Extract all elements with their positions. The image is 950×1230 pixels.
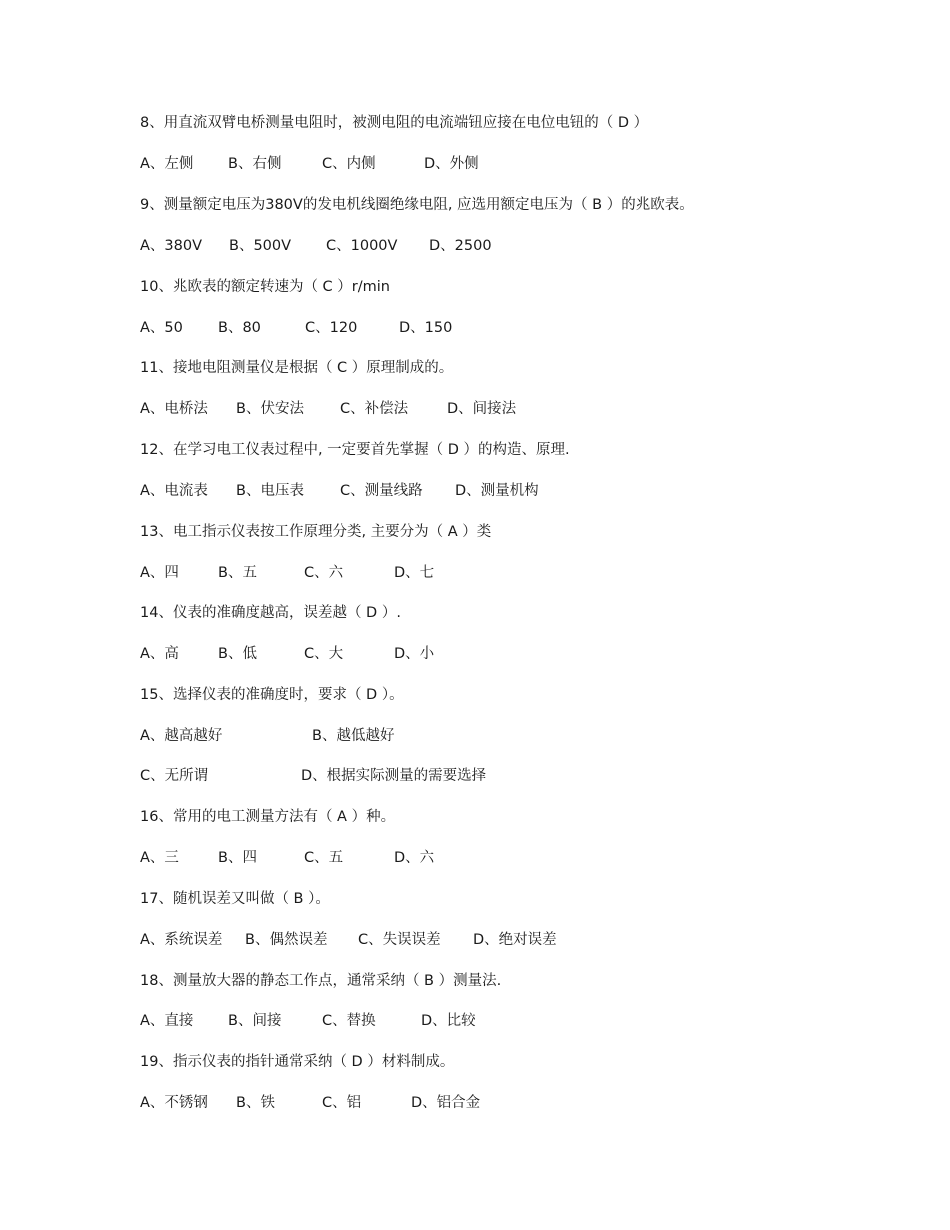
option-c: C、六 <box>304 565 344 581</box>
option-a: A、380V <box>140 238 203 254</box>
option-d: D、比较 <box>421 1013 476 1029</box>
question-17-stem: 17、随机误差又叫做（ B ）。 <box>140 891 330 907</box>
question-11-stem: 11、接地电阻测量仪是根据（ C ）原理制成的。 <box>140 360 454 376</box>
option-c: C、铝 <box>322 1095 362 1111</box>
option-b: B、五 <box>218 565 257 581</box>
option-a: A、电桥法 <box>140 401 208 417</box>
option-c: C、大 <box>304 646 344 662</box>
option-b: B、铁 <box>236 1095 275 1111</box>
question-8-stem: 8、用直流双臂电桥测量电阻时，被测电阻的电流端钮应接在电位电钮的（ D ） <box>140 115 649 131</box>
option-a: A、直接 <box>140 1013 194 1029</box>
option-b: B、四 <box>218 850 257 866</box>
question-14-stem: 14、仪表的准确度越高，误差越（ D ）. <box>140 605 401 621</box>
option-b: B、500V <box>229 238 292 254</box>
option-d: D、根据实际测量的需要选择 <box>301 768 487 784</box>
option-d: D、小 <box>394 646 435 662</box>
option-d: D、外侧 <box>424 156 479 172</box>
question-12-stem: 12、在学习电工仪表过程中, 一定要首先掌握（ D ）的构造、原理. <box>140 442 570 458</box>
question-15-stem: 15、选择仪表的准确度时，要求（ D ）。 <box>140 687 404 703</box>
question-18-stem: 18、测量放大器的静态工作点，通常采纳（ B ）测量法. <box>140 973 502 989</box>
option-a: A、四 <box>140 565 179 581</box>
option-d: D、七 <box>394 565 435 581</box>
option-d: D、六 <box>394 850 435 866</box>
option-b: B、伏安法 <box>236 401 304 417</box>
option-b: B、低 <box>218 646 257 662</box>
option-a: A、高 <box>140 646 179 662</box>
option-b: B、越低越好 <box>312 728 395 744</box>
option-d: D、间接法 <box>447 401 517 417</box>
option-d: D、铝合金 <box>411 1095 481 1111</box>
question-13-stem: 13、电工指示仪表按工作原理分类, 主要分为（ A ）类 <box>140 524 492 540</box>
option-c: C、1000V <box>326 238 398 254</box>
option-b: B、间接 <box>228 1013 282 1029</box>
option-b: B、80 <box>218 320 261 336</box>
option-a: A、系统误差 <box>140 932 223 948</box>
option-c: C、120 <box>305 320 358 336</box>
option-c: C、补偿法 <box>340 401 409 417</box>
option-a: A、50 <box>140 320 183 336</box>
question-19-stem: 19、指示仪表的指针通常采纳（ D ）材料制成。 <box>140 1054 455 1070</box>
option-b: B、电压表 <box>236 483 304 499</box>
option-a: A、三 <box>140 850 179 866</box>
option-c: C、无所谓 <box>140 768 209 784</box>
option-c: C、失误误差 <box>358 932 441 948</box>
option-d: D、2500 <box>429 238 492 254</box>
question-16-stem: 16、常用的电工测量方法有（ A ）种。 <box>140 809 396 825</box>
option-c: C、内侧 <box>322 156 376 172</box>
option-d: D、绝对误差 <box>473 932 557 948</box>
question-10-stem: 10、兆欧表的额定转速为（ C ）r/min <box>140 279 390 295</box>
question-9-stem: 9、测量额定电压为380V的发电机线圈绝缘电阻, 应选用额定电压为（ B ）的兆欧表。 <box>140 197 694 213</box>
option-c: C、替换 <box>322 1013 376 1029</box>
option-b: B、偶然误差 <box>245 932 328 948</box>
option-d: D、测量机构 <box>455 483 539 499</box>
option-a: A、越高越好 <box>140 728 223 744</box>
option-a: A、左侧 <box>140 156 194 172</box>
option-a: A、不锈钢 <box>140 1095 208 1111</box>
option-b: B、右侧 <box>228 156 282 172</box>
option-c: C、测量线路 <box>340 483 423 499</box>
option-a: A、电流表 <box>140 483 208 499</box>
option-d: D、150 <box>399 320 453 336</box>
option-c: C、五 <box>304 850 344 866</box>
